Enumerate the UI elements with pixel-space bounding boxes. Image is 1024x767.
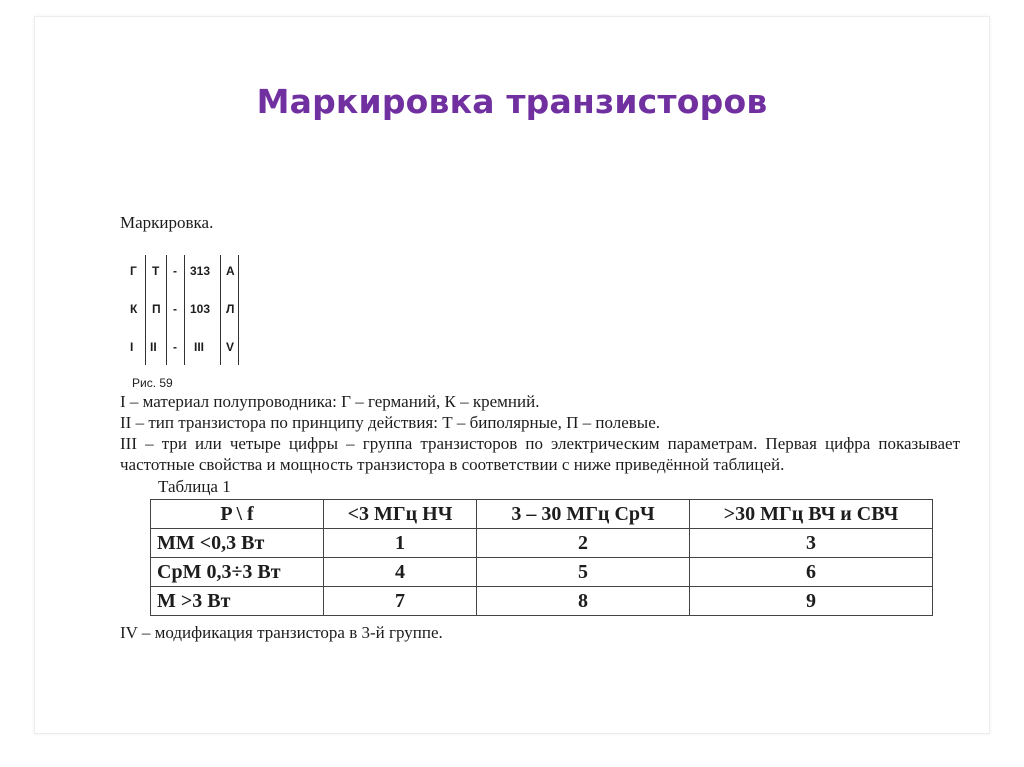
marking-cell: I xyxy=(130,340,134,354)
marking-divider xyxy=(166,255,167,365)
marking-cell: III xyxy=(194,340,205,354)
table-cell: 1 xyxy=(324,529,477,558)
table-cell: 8 xyxy=(477,587,690,616)
marking-divider xyxy=(184,255,185,365)
marking-cell: - xyxy=(173,340,177,354)
table-header-cell: 3 – 30 МГц СрЧ xyxy=(477,500,690,529)
paragraph-digits: III – три или четыре цифры – группа транзисторов по электрическим параметрам. Первая цифра показывает частотные свойства и мощность транзистора в соответствии с ниже приведённой таблицей. xyxy=(120,434,960,474)
marking-diagram xyxy=(120,241,290,371)
table-header-row xyxy=(151,500,933,529)
marking-divider xyxy=(145,255,146,365)
table-row xyxy=(151,558,933,587)
marking-divider xyxy=(238,255,239,365)
marking-cell: 313 xyxy=(190,264,211,278)
table-cell: 5 xyxy=(477,558,690,587)
table-cell: ММ <0,3 Вт xyxy=(151,529,324,558)
marking-cell: К xyxy=(130,302,138,316)
marking-cell: V xyxy=(226,340,235,354)
document-body xyxy=(120,213,960,643)
table-cell: 3 xyxy=(690,529,933,558)
marking-cell: Т xyxy=(152,264,160,278)
table-cell: 7 xyxy=(324,587,477,616)
marking-cell: Г xyxy=(130,264,137,278)
table-header-cell: <3 МГц НЧ xyxy=(324,500,477,529)
table-cell: 9 xyxy=(690,587,933,616)
paragraph-type: II – тип транзистора по принципу действия: Т – биполярные, П – полевые. xyxy=(120,413,660,432)
marking-cell: П xyxy=(152,302,161,316)
table-row xyxy=(151,529,933,558)
frequency-power-table xyxy=(150,499,933,616)
marking-cell: II xyxy=(150,340,157,354)
paragraph-modification: IV – модификация транзистора в 3-й группе. xyxy=(120,623,443,642)
marking-cell: 103 xyxy=(190,302,211,316)
marking-heading: Маркировка. xyxy=(120,213,214,232)
figure-caption: Рис. 59 xyxy=(132,376,173,390)
table-cell: СрМ 0,3÷3 Вт xyxy=(151,558,324,587)
table-row xyxy=(151,587,933,616)
marking-cell: Л xyxy=(226,302,235,316)
table-header-cell: >30 МГц ВЧ и СВЧ xyxy=(690,500,933,529)
table-cell: 2 xyxy=(477,529,690,558)
marking-cell: - xyxy=(173,264,177,278)
table-header-cell: P \ f xyxy=(151,500,324,529)
marking-cell: А xyxy=(226,264,235,278)
table-cell: 6 xyxy=(690,558,933,587)
paragraph-material: I – материал полупроводника: Г – германий, К – кремний. xyxy=(120,392,540,411)
slide-title: Маркировка транзисторов xyxy=(256,82,768,121)
table-cell: М >3 Вт xyxy=(151,587,324,616)
marking-cell: - xyxy=(173,302,177,316)
table-cell: 4 xyxy=(324,558,477,587)
marking-divider xyxy=(220,255,221,365)
table-caption: Таблица 1 xyxy=(158,477,231,496)
